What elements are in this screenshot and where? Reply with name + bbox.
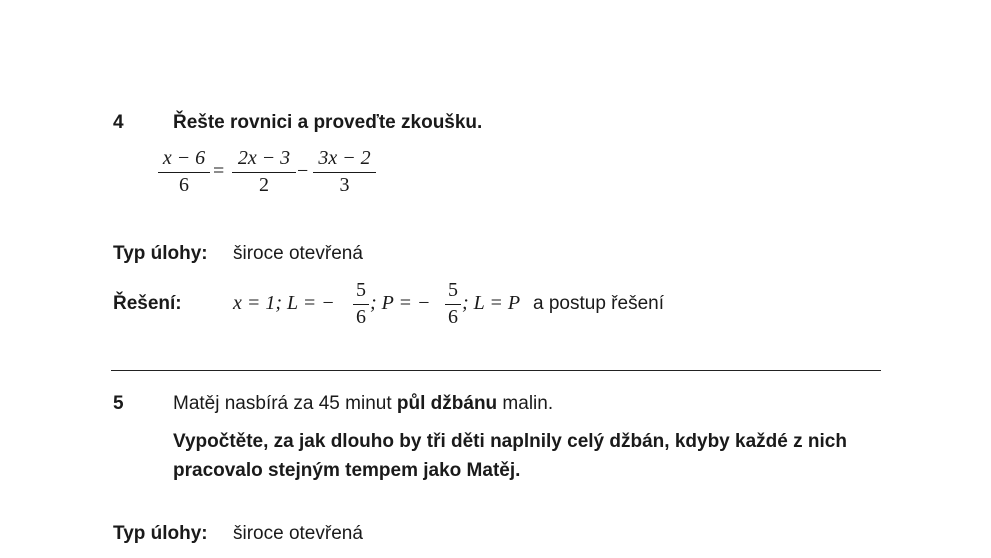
- solution-fraction-2: [445, 279, 461, 331]
- task-4-number: 4: [113, 112, 124, 133]
- fraction-3-denominator: 3: [339, 174, 350, 196]
- fraction-2-bar: [232, 172, 296, 173]
- fraction-3-bar: [313, 172, 376, 173]
- minus-sign: −: [297, 160, 309, 182]
- task-5-intro: [173, 393, 553, 415]
- task-5-intro-bold: půl džbánu: [396, 393, 498, 414]
- task-5-intro-before: Matěj nasbírá za 45 minut: [173, 393, 397, 414]
- solution-fraction-2-denominator: 6: [448, 306, 458, 328]
- task-5-intro-after: malin.: [497, 393, 554, 414]
- fraction-1: [158, 147, 210, 199]
- task-4-type-label: Typ úlohy:: [113, 243, 208, 264]
- fraction-2-numerator: 2x − 3: [237, 147, 291, 169]
- solution-fraction-1-bar: [353, 304, 369, 305]
- task-5-type-label: Typ úlohy:: [113, 523, 208, 544]
- task-4-solution-label: Řešení:: [113, 293, 182, 314]
- solution-fraction-1-numerator: 5: [356, 279, 366, 301]
- solution-part-3: ; L = P: [462, 292, 521, 314]
- solution-part-2: ; P = −: [370, 292, 431, 314]
- fraction-2-denominator: 2: [259, 174, 269, 196]
- solution-tail: a postup řešení: [533, 293, 664, 314]
- solution-fraction-1: [353, 279, 369, 331]
- solution-fraction-2-numerator: 5: [448, 279, 458, 301]
- equals-sign: =: [213, 160, 225, 182]
- fraction-2: [232, 147, 296, 199]
- fraction-3: [313, 147, 376, 199]
- section-divider: [111, 370, 881, 371]
- fraction-1-denominator: 6: [179, 174, 189, 196]
- solution-part-1: x = 1; L = −: [233, 292, 335, 314]
- task-5-question-line-1: Vypočtěte, za jak dlouho by tři děti naplnily celý džbán, kdyby každé z nich: [173, 431, 847, 452]
- task-5-number: 5: [113, 393, 124, 414]
- fraction-3-numerator: 3x − 2: [318, 147, 371, 169]
- solution-fraction-2-bar: [445, 304, 461, 305]
- task-5-type-value: široce otevřená: [233, 523, 363, 544]
- task-4-instruction: Řešte rovnici a proveďte zkoušku.: [173, 112, 483, 133]
- solution-fraction-1-denominator: 6: [356, 306, 366, 328]
- fraction-1-bar: [158, 172, 210, 173]
- task-5-question-line-2: pracovalo stejným tempem jako Matěj.: [173, 460, 521, 481]
- task-4-type-value: široce otevřená: [233, 243, 363, 264]
- fraction-1-numerator: x − 6: [162, 147, 206, 169]
